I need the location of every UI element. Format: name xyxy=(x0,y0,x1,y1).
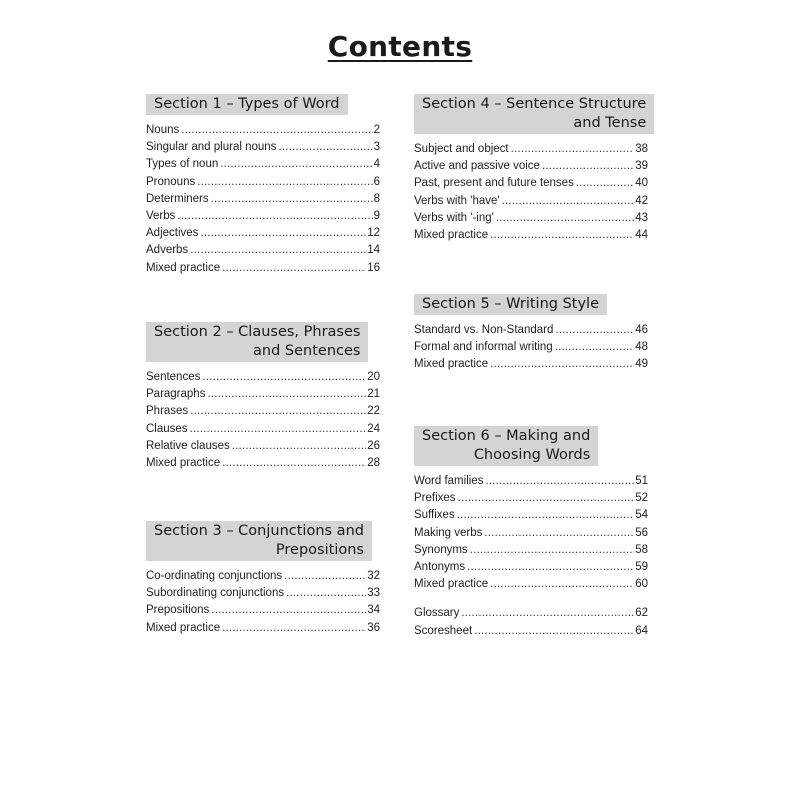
entry-label: Pronouns xyxy=(146,175,196,188)
leader-dots xyxy=(220,156,372,173)
toc-entry[interactable] xyxy=(414,473,648,490)
section-header-line: Section 4 – Sentence Structure xyxy=(422,96,647,112)
toc-entry[interactable] xyxy=(414,210,648,227)
entry-page: 22 xyxy=(367,405,380,418)
section-header xyxy=(146,94,348,115)
toc-entry[interactable] xyxy=(146,156,380,173)
entry-page: 54 xyxy=(635,509,648,522)
entry-label: Nouns xyxy=(146,124,180,136)
entry-page: 44 xyxy=(635,229,648,242)
leader-dots xyxy=(470,542,635,559)
section-header xyxy=(146,322,368,362)
entry-label: Sentences xyxy=(146,371,201,383)
section-header xyxy=(414,426,598,466)
entry-page: 62 xyxy=(635,607,648,620)
entry-label: Relative clauses xyxy=(146,439,230,452)
section-header-line: Section 3 – Conjunctions and xyxy=(154,523,364,539)
toc-entry[interactable] xyxy=(146,139,380,156)
toc-entry-scoresheet[interactable] xyxy=(414,623,648,640)
entry-label: Verbs with '-ing' xyxy=(414,211,494,224)
section-header-line: Section 6 – Making and xyxy=(422,428,591,444)
leader-dots xyxy=(511,141,635,158)
leader-dots xyxy=(207,386,366,403)
toc-entry[interactable] xyxy=(146,225,380,242)
entry-page: 36 xyxy=(367,621,380,634)
toc-entry[interactable] xyxy=(414,490,648,507)
toc-entry[interactable] xyxy=(146,568,380,585)
leader-dots xyxy=(211,191,373,208)
leader-dots xyxy=(496,210,634,227)
leader-dots xyxy=(222,455,366,472)
entry-label: Mixed practice xyxy=(414,578,489,591)
entry-label: Past, present and future tenses xyxy=(414,177,574,190)
toc-entry[interactable] xyxy=(414,339,648,356)
toc-entry[interactable] xyxy=(146,403,380,420)
entry-label: Prepositions xyxy=(146,604,210,617)
toc-entry[interactable] xyxy=(414,227,648,244)
toc-entry[interactable] xyxy=(146,208,380,225)
entry-label: Verbs with 'have' xyxy=(414,194,500,207)
entry-page: 51 xyxy=(635,475,648,487)
spacer xyxy=(414,593,648,605)
entry-label: Mixed practice xyxy=(146,261,221,274)
section-header-line: Section 2 – Clauses, Phrases xyxy=(154,324,361,340)
leader-dots xyxy=(490,356,634,373)
entry-page: 64 xyxy=(635,624,648,637)
entry-page: 12 xyxy=(367,227,380,240)
entry-label: Standard vs. Non-Standard xyxy=(414,324,554,336)
entry-page: 33 xyxy=(367,587,380,600)
entry-page: 2 xyxy=(373,124,380,136)
section-entries xyxy=(146,369,380,472)
toc-entry[interactable] xyxy=(414,193,648,210)
section-header xyxy=(414,94,654,134)
leader-dots xyxy=(474,623,634,640)
leader-dots xyxy=(197,174,372,191)
entry-label: Clauses xyxy=(146,422,188,435)
entry-page: 16 xyxy=(367,261,380,274)
section-1 xyxy=(146,94,380,277)
section-5 xyxy=(414,294,648,374)
leader-dots xyxy=(190,421,367,438)
toc-entry[interactable] xyxy=(414,525,648,542)
entry-label: Mixed practice xyxy=(146,457,221,470)
entry-label: Word families xyxy=(414,475,484,487)
entry-label: Antonyms xyxy=(414,561,466,574)
entry-label: Synonyms xyxy=(414,543,468,556)
entry-page: 42 xyxy=(635,194,648,207)
section-entries xyxy=(414,141,648,244)
entry-label: Suffixes xyxy=(414,509,455,522)
leader-dots xyxy=(555,339,635,356)
entry-label: Making verbs xyxy=(414,526,483,539)
toc-entry[interactable] xyxy=(146,585,380,602)
toc-entry[interactable] xyxy=(146,369,380,386)
toc-entry[interactable] xyxy=(146,620,380,637)
entry-label: Glossary xyxy=(414,607,460,620)
toc-entry[interactable] xyxy=(414,141,648,158)
toc-entry[interactable] xyxy=(414,322,648,339)
entry-page: 9 xyxy=(373,210,380,223)
entry-page: 49 xyxy=(635,358,648,371)
leader-dots xyxy=(177,208,372,225)
toc-entry[interactable] xyxy=(414,507,648,524)
entry-label: Mixed practice xyxy=(146,621,221,634)
page-title: Contents xyxy=(327,30,473,63)
leader-dots xyxy=(461,605,634,622)
leader-dots xyxy=(284,568,366,585)
toc-entry[interactable] xyxy=(414,559,648,576)
entry-label: Subordinating conjunctions xyxy=(146,587,285,600)
section-6 xyxy=(414,426,648,640)
toc-entry[interactable] xyxy=(414,542,648,559)
entry-label: Prefixes xyxy=(414,492,456,505)
entry-label: Adjectives xyxy=(146,227,199,240)
leader-dots xyxy=(211,602,366,619)
entry-page: 3 xyxy=(373,141,380,154)
leader-dots xyxy=(467,559,634,576)
section-header xyxy=(146,521,372,561)
leader-dots xyxy=(222,620,366,637)
toc-entry[interactable] xyxy=(414,576,648,593)
entry-page: 6 xyxy=(373,175,380,188)
entry-page: 4 xyxy=(373,158,380,171)
toc-entry[interactable] xyxy=(146,122,380,139)
leader-dots xyxy=(200,225,366,242)
entry-label: Adverbs xyxy=(146,244,189,257)
entry-page: 20 xyxy=(367,371,380,383)
entry-page: 24 xyxy=(367,422,380,435)
section-entries xyxy=(414,322,648,374)
entry-page: 38 xyxy=(635,143,648,155)
leader-dots xyxy=(502,193,635,210)
leader-dots xyxy=(576,175,634,192)
entry-page: 58 xyxy=(635,543,648,556)
leader-dots xyxy=(457,507,635,524)
entry-label: Scoresheet xyxy=(414,624,473,637)
entry-page: 39 xyxy=(635,160,648,173)
entry-label: Mixed practice xyxy=(414,358,489,371)
leader-dots xyxy=(232,438,366,455)
toc-entry[interactable] xyxy=(146,260,380,277)
entry-label: Types of noun xyxy=(146,158,219,171)
entry-page: 34 xyxy=(367,604,380,617)
entry-label: Subject and object xyxy=(414,143,509,155)
entry-label: Mixed practice xyxy=(414,229,489,242)
entry-page: 60 xyxy=(635,578,648,591)
section-header-line: and Sentences xyxy=(253,343,361,359)
section-entries xyxy=(146,568,380,637)
entry-label: Determiners xyxy=(146,192,209,205)
entry-label: Formal and informal writing xyxy=(414,341,553,354)
toc-entry[interactable] xyxy=(414,175,648,192)
entry-page: 14 xyxy=(367,244,380,257)
leader-dots xyxy=(190,403,366,420)
toc-entry[interactable] xyxy=(414,356,648,373)
leader-dots xyxy=(542,158,634,175)
entry-page: 26 xyxy=(367,439,380,452)
section-header-line: Prepositions xyxy=(275,542,364,558)
toc-entry[interactable] xyxy=(146,191,380,208)
toc-entry[interactable] xyxy=(146,242,380,259)
toc-entry-glossary[interactable] xyxy=(414,605,648,622)
entry-page: 40 xyxy=(635,177,648,190)
toc-entry[interactable] xyxy=(146,602,380,619)
leader-dots xyxy=(485,473,634,490)
section-header-line: Choosing Words xyxy=(473,447,591,463)
leader-dots xyxy=(484,525,634,542)
section-entries xyxy=(146,122,380,277)
section-header-line: Section 1 – Types of Word xyxy=(154,96,340,112)
entry-page: 59 xyxy=(635,561,648,574)
leader-dots xyxy=(286,585,366,602)
leader-dots xyxy=(278,139,372,156)
entry-label: Verbs xyxy=(146,210,176,223)
entry-label: Singular and plural nouns xyxy=(146,141,277,154)
entry-page: 48 xyxy=(635,341,648,354)
entry-page: 8 xyxy=(373,192,380,205)
leader-dots xyxy=(222,260,366,277)
leader-dots xyxy=(555,322,634,339)
entry-page: 46 xyxy=(635,324,648,336)
toc-entry[interactable] xyxy=(146,386,380,403)
section-3 xyxy=(146,521,380,637)
leader-dots xyxy=(458,490,635,507)
entry-label: Phrases xyxy=(146,405,189,418)
toc-entry[interactable] xyxy=(146,174,380,191)
entry-page: 52 xyxy=(635,492,648,505)
entry-page: 32 xyxy=(367,570,380,582)
section-2 xyxy=(146,322,380,472)
leader-dots xyxy=(490,576,634,593)
section-header xyxy=(414,294,607,315)
entry-page: 21 xyxy=(367,388,380,401)
entry-page: 56 xyxy=(635,526,648,539)
entry-label: Paragraphs xyxy=(146,388,206,401)
entry-page: 43 xyxy=(635,211,648,224)
toc-entry[interactable] xyxy=(146,455,380,472)
toc-entry[interactable] xyxy=(146,438,380,455)
leader-dots xyxy=(190,242,366,259)
entry-page: 28 xyxy=(367,457,380,470)
entry-label: Active and passive voice xyxy=(414,160,540,173)
section-entries xyxy=(414,473,648,640)
leader-dots xyxy=(490,227,634,244)
section-header-line: Section 5 – Writing Style xyxy=(422,296,599,312)
toc-entry[interactable] xyxy=(414,158,648,175)
leader-dots xyxy=(202,369,366,386)
toc-entry[interactable] xyxy=(146,421,380,438)
section-header-line: and Tense xyxy=(573,115,647,131)
leader-dots xyxy=(181,122,372,139)
entry-label: Co-ordinating conjunctions xyxy=(146,570,283,582)
section-4 xyxy=(414,94,648,244)
